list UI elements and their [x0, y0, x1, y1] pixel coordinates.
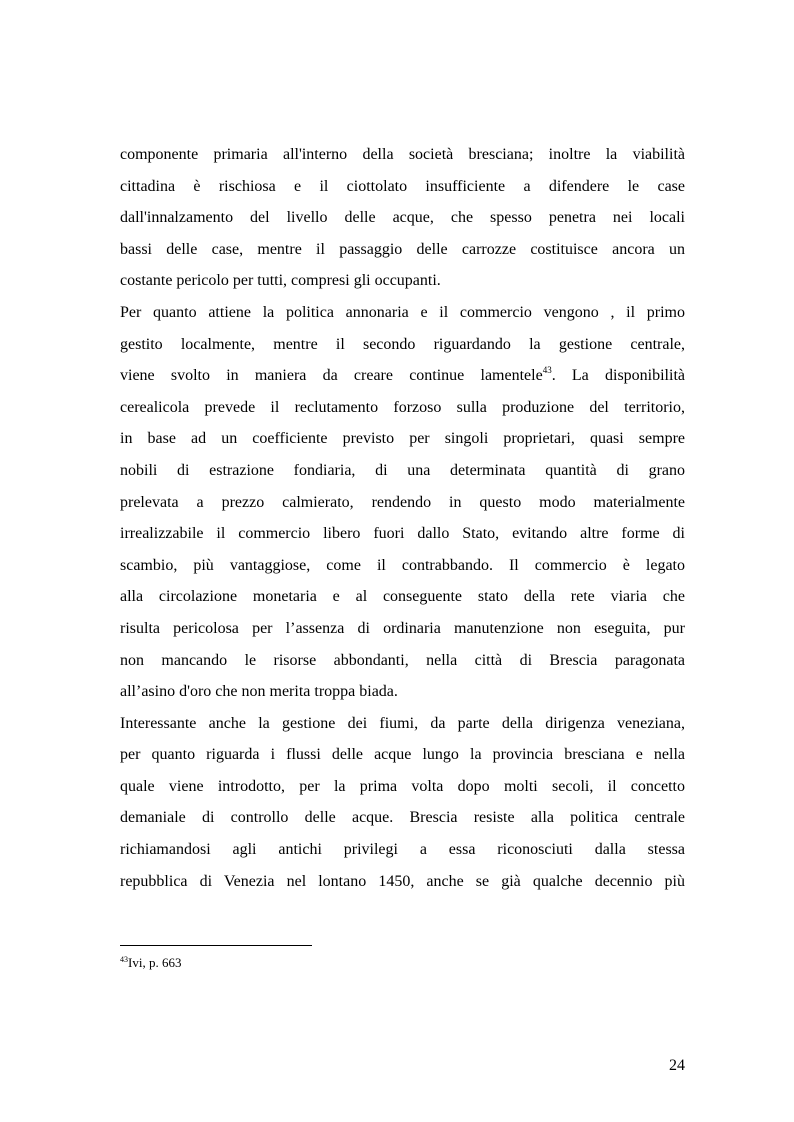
footnote-text: Ivi, p. 663 — [128, 955, 182, 970]
text-line: repubblica di Venezia nel lontano 1450, anche se già qualche decennio più — [120, 872, 685, 890]
text-line: per quanto riguarda i flussi delle acque lungo la provincia bresciana e nella — [120, 746, 685, 764]
text-line: viene svolto in maniera da creare continue lamentele$^{43}$. La disponibilità — [120, 364, 685, 385]
text-line: in base ad un coefficiente previsto per singoli proprietari, quasi sempre — [120, 430, 685, 448]
text-line: dall'innalzamento del livello delle acque, che spesso penetra nei locali — [120, 209, 685, 227]
footnote — [120, 955, 181, 971]
text-line: irrealizzabile il commercio libero fuori dallo Stato, evitando altre forme di — [120, 525, 685, 543]
text-line: quale viene introdotto, per la prima volta dopo molti secoli, il concetto — [120, 777, 685, 795]
footnote-separator — [120, 945, 312, 946]
text-line: scambio, più vantaggiose, come il contrabbando. Il commercio è legato — [120, 556, 685, 574]
text-line: demaniale di controllo delle acque. Brescia resiste alla politica centrale — [120, 809, 685, 827]
text-line: richiamandosi agli antichi privilegi a essa riconosciuti dalla stessa — [120, 841, 685, 859]
text-line: alla circolazione monetaria e al conseguente stato della rete viaria che — [120, 588, 685, 606]
text-line: bassi delle case, mentre il passaggio delle carrozze costituisce ancora un — [120, 240, 685, 258]
text-line: Per quanto attiene la politica annonaria e il commercio vengono , il primo — [120, 303, 685, 321]
body-text — [120, 139, 685, 897]
text-line: costante pericolo per tutti, compresi gli occupanti. — [120, 272, 441, 290]
text-line: componente primaria all'interno della società bresciana; inoltre la viabilità — [120, 146, 685, 163]
text-line: cerealicola prevede il reclutamento forzoso sulla produzione del territorio, — [120, 398, 685, 416]
text-line: risulta pericolosa per l’assenza di ordinaria manutenzione non eseguita, pur — [120, 619, 685, 637]
text-line: nobili di estrazione fondiaria, di una determinata quantità di grano — [120, 461, 685, 479]
text-line: prelevata a prezzo calmierato, rendendo in questo modo materialmente — [120, 493, 685, 511]
page-number: 24 — [669, 1057, 685, 1074]
text-line: Interessante anche la gestione dei fiumi, da parte della dirigenza veneziana, — [120, 714, 685, 732]
text-line: gestito localmente, mentre il secondo riguardando la gestione centrale, — [120, 335, 685, 353]
text-line: cittadina è rischiosa e il ciottolato insufficiente a difendere le case — [120, 177, 685, 195]
footnote-marker: 43 — [120, 954, 128, 964]
footnote-reference: 43 — [542, 364, 552, 375]
text-line: non mancando le risorse abbondanti, nella città di Brescia paragonata — [120, 651, 685, 669]
text-line: all’asino d'oro che non merita troppa biada. — [120, 683, 398, 701]
